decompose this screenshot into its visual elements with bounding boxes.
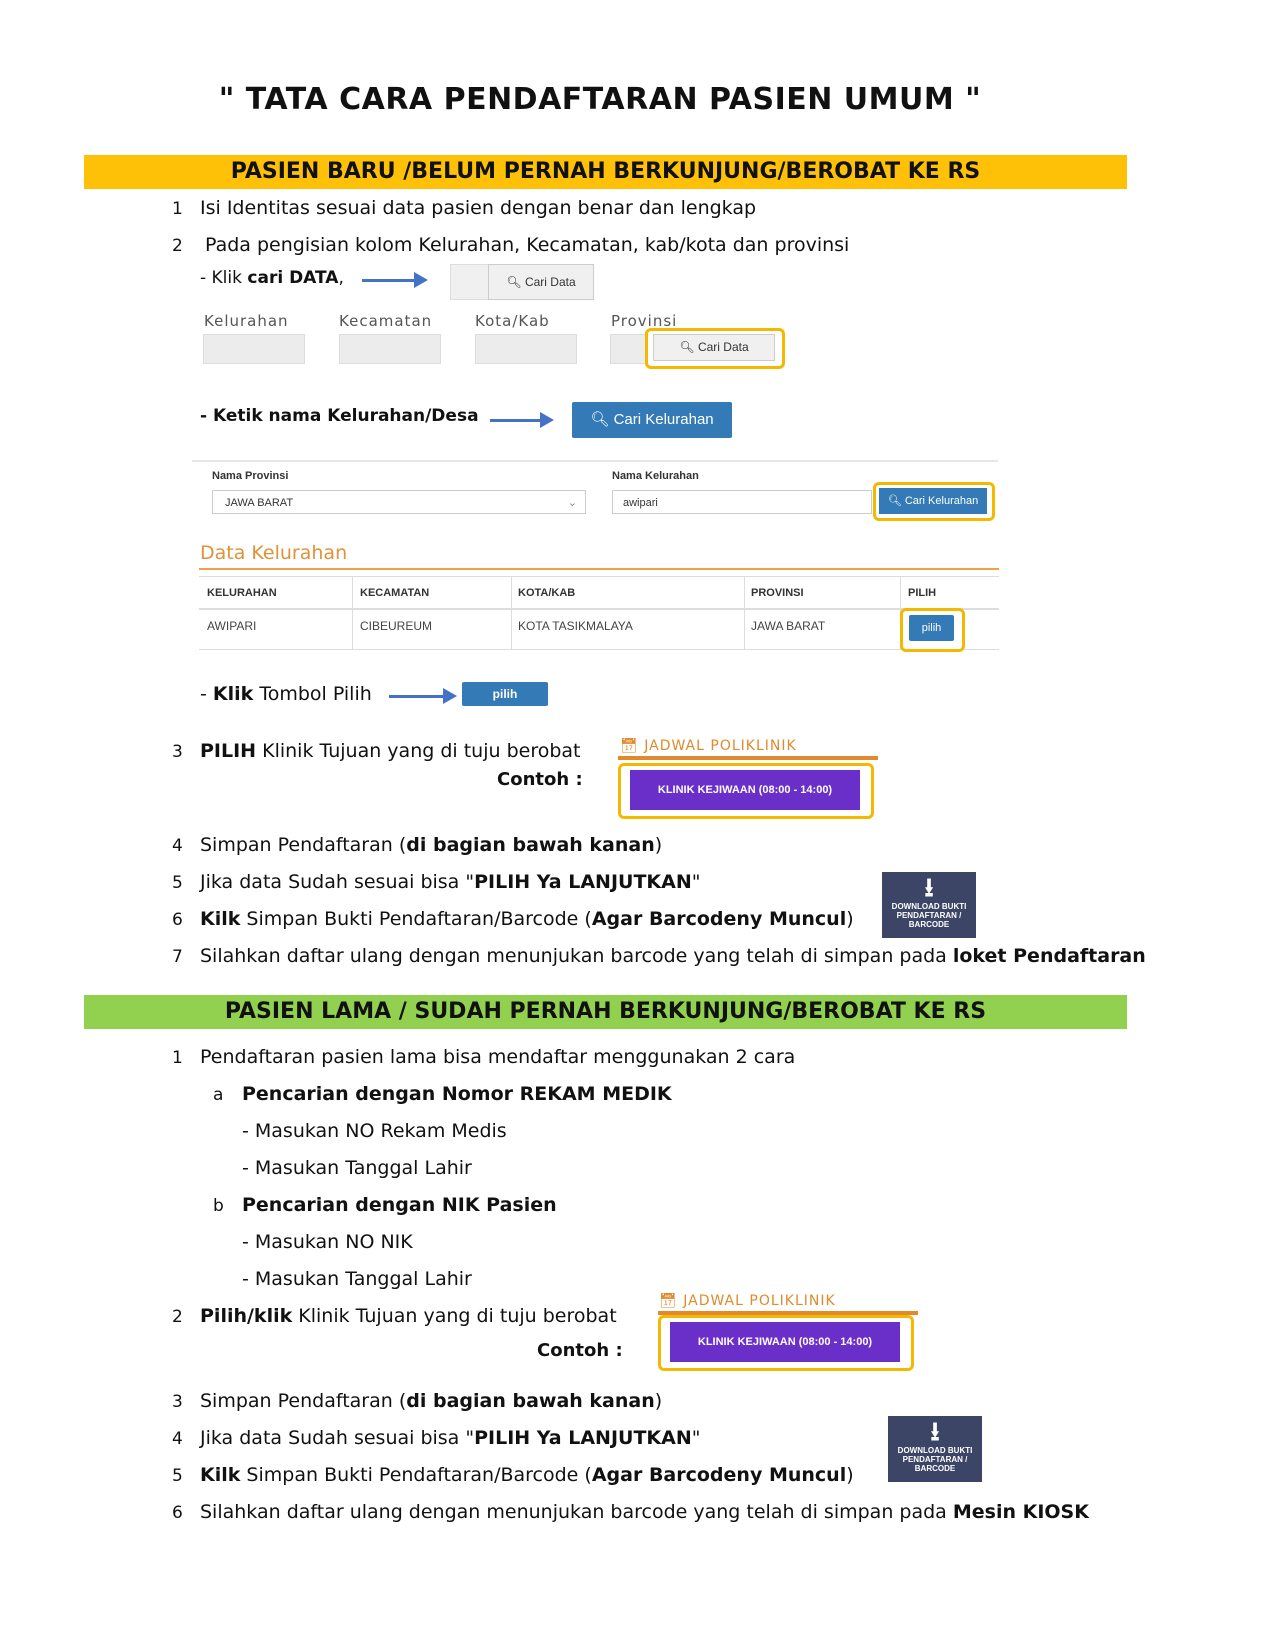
chevron-down-icon: ⌄ (567, 497, 577, 509)
klinik-button[interactable]: KLINIK KEJIWAAN (08:00 - 14:00) (670, 1322, 900, 1362)
search-icon: 🔍︎ (679, 340, 695, 354)
data-kelurahan-title: Data Kelurahan (200, 542, 348, 564)
provinsi-label: Nama Provinsi (212, 470, 289, 482)
provinsi-select[interactable]: JAWA BARAT ⌄ (212, 490, 586, 514)
kelurahan-label: Nama Kelurahan (612, 470, 699, 482)
step-number: 2 (172, 236, 183, 256)
method-step: - Masukan Tanggal Lahir (242, 1268, 472, 1290)
method-step: - Masukan NO NIK (242, 1231, 413, 1253)
field-label-kecamatan: Kecamatan (339, 312, 433, 330)
field-label-provinsi: Provinsi (611, 312, 678, 330)
step-number: 5 (172, 873, 183, 893)
method-heading: Pencarian dengan NIK Pasien (242, 1194, 557, 1216)
cari-kelurahan-form-button[interactable]: 🔍︎ Cari Kelurahan (879, 488, 987, 514)
jadwal-header: 📅︎ JADWAL POLIKLINIK (620, 738, 797, 754)
title-underline (199, 568, 999, 570)
step-text: Jika data Sudah sesuai bisa "PILIH Ya LANJUTKAN" (200, 1427, 701, 1449)
step-number: 1 (172, 1048, 183, 1068)
step-number: 2 (172, 1307, 183, 1327)
field-label-kelurahan: Kelurahan (204, 312, 289, 330)
field-label-kota: Kota/Kab (475, 312, 550, 330)
section-heading-baru: PASIEN BARU /BELUM PERNAH BERKUNJUNG/BEROBAT KE RS (84, 155, 1127, 189)
table-col-divider (511, 577, 512, 649)
table-header: KELURAHAN (207, 587, 277, 599)
step-text: Simpan Pendaftaran (di bagian bawah kanan) (200, 834, 663, 856)
jadwal-header: 📅︎ JADWAL POLIKLINIK (659, 1293, 836, 1309)
section-heading-lama: PASIEN LAMA / SUDAH PERNAH BERKUNJUNG/BEROBAT KE RS (84, 995, 1127, 1029)
calendar-icon: 📅︎ (620, 738, 639, 754)
table-header: KECAMATAN (360, 587, 430, 599)
step-text: Silahkan daftar ulang dengan menunjukan barcode yang telah di simpan pada Mesin KIOSK (200, 1501, 1089, 1523)
step-text: Pilih/klik Klinik Tujuan yang di tuju berobat (200, 1305, 617, 1327)
download-barcode-button[interactable]: ⭳ DOWNLOAD BUKTI PENDAFTARAN / BARCODE (882, 872, 976, 938)
cari-kelurahan-button[interactable]: 🔍︎ Cari Kelurahan (572, 402, 732, 438)
divider (192, 460, 998, 462)
step-number: 3 (172, 742, 183, 762)
step-text: Pada pengisian kolom Kelurahan, Kecamatan, kab/kota dan provinsi (205, 234, 850, 256)
step-number: 7 (172, 947, 183, 967)
table-header: KOTA/KAB (518, 587, 576, 599)
page-title: " TATA CARA PENDAFTARAN PASIEN UMUM " (218, 82, 982, 117)
search-icon: 🔍︎ (506, 275, 522, 289)
search-icon: 🔍︎ (590, 411, 610, 428)
step-number: 1 (172, 199, 183, 219)
step-text: Kilk Simpan Bukti Pendaftaran/Barcode (Agar Barcodeny Muncul) (200, 1464, 854, 1486)
step-text: Pendaftaran pasien lama bisa mendaftar menggunakan 2 cara (200, 1046, 796, 1068)
button-cap (450, 264, 490, 300)
download-icon: ⭳ (930, 1416, 940, 1446)
cari-data-button[interactable]: 🔍︎ Cari Data (488, 264, 594, 300)
arrow-icon (490, 419, 550, 422)
step-number: 3 (172, 1392, 183, 1412)
instruction-ketik: - Ketik nama Kelurahan/Desa (200, 406, 479, 426)
step-text: Kilk Simpan Bukti Pendaftaran/Barcode (Agar Barcodeny Muncul) (200, 908, 854, 930)
table-border (199, 576, 999, 577)
method-step: - Masukan Tanggal Lahir (242, 1157, 472, 1179)
table-border (199, 608, 999, 610)
step-text: Simpan Pendaftaran (di bagian bawah kanan) (200, 1390, 663, 1412)
jadwal-underline (618, 756, 878, 760)
instruction-klik-cari: - Klik cari DATA, (200, 268, 344, 288)
table-header: PROVINSI (751, 587, 804, 599)
step-number: 6 (172, 910, 183, 930)
klinik-button[interactable]: KLINIK KEJIWAAN (08:00 - 14:00) (630, 770, 860, 810)
table-col-divider (352, 577, 353, 649)
kota-field[interactable] (475, 334, 577, 364)
instruction-klik-pilih: - Klik Tombol Pilih (200, 683, 372, 705)
table-border (199, 649, 999, 650)
kelurahan-field[interactable] (203, 334, 305, 364)
search-icon: 🔍︎ (887, 495, 902, 507)
calendar-icon: 📅︎ (659, 1293, 678, 1309)
table-cell: JAWA BARAT (751, 619, 826, 633)
step-number: 4 (172, 836, 183, 856)
kecamatan-field[interactable] (339, 334, 441, 364)
pilih-button-example[interactable]: pilih (462, 682, 548, 706)
method-heading: Pencarian dengan Nomor REKAM MEDIK (242, 1083, 672, 1105)
step-text: Jika data Sudah sesuai bisa "PILIH Ya LANJUTKAN" (200, 871, 701, 893)
step-number: 5 (172, 1466, 183, 1486)
kelurahan-input[interactable]: awipari (612, 490, 872, 514)
table-cell: KOTA TASIKMALAYA (518, 619, 633, 633)
table-col-divider (744, 577, 745, 649)
step-number: 4 (172, 1429, 183, 1449)
cari-data-button-2[interactable]: 🔍︎ Cari Data (653, 334, 775, 361)
step-number: 6 (172, 1503, 183, 1523)
sub-letter: b (213, 1196, 224, 1216)
pilih-button[interactable]: pilih (909, 615, 954, 641)
provinsi-field[interactable] (610, 334, 648, 364)
table-header: PILIH (908, 587, 937, 599)
arrow-icon (362, 279, 424, 282)
table-cell: AWIPARI (207, 619, 257, 633)
download-icon: ⭳ (924, 872, 934, 902)
arrow-icon (389, 695, 453, 698)
download-barcode-button[interactable]: ⭳ DOWNLOAD BUKTI PENDAFTARAN / BARCODE (888, 1416, 982, 1482)
contoh-label: Contoh : (497, 769, 583, 790)
step-text: Isi Identitas sesuai data pasien dengan benar dan lengkap (200, 197, 757, 219)
step-text: Silahkan daftar ulang dengan menunjukan barcode yang telah di simpan pada loket Pendaftaran (200, 945, 1146, 967)
step-text: PILIH Klinik Tujuan yang di tuju berobat (200, 740, 581, 762)
table-cell: CIBEUREUM (360, 619, 433, 633)
method-step: - Masukan NO Rekam Medis (242, 1120, 507, 1142)
sub-letter: a (213, 1085, 224, 1105)
contoh-label: Contoh : (537, 1340, 623, 1361)
